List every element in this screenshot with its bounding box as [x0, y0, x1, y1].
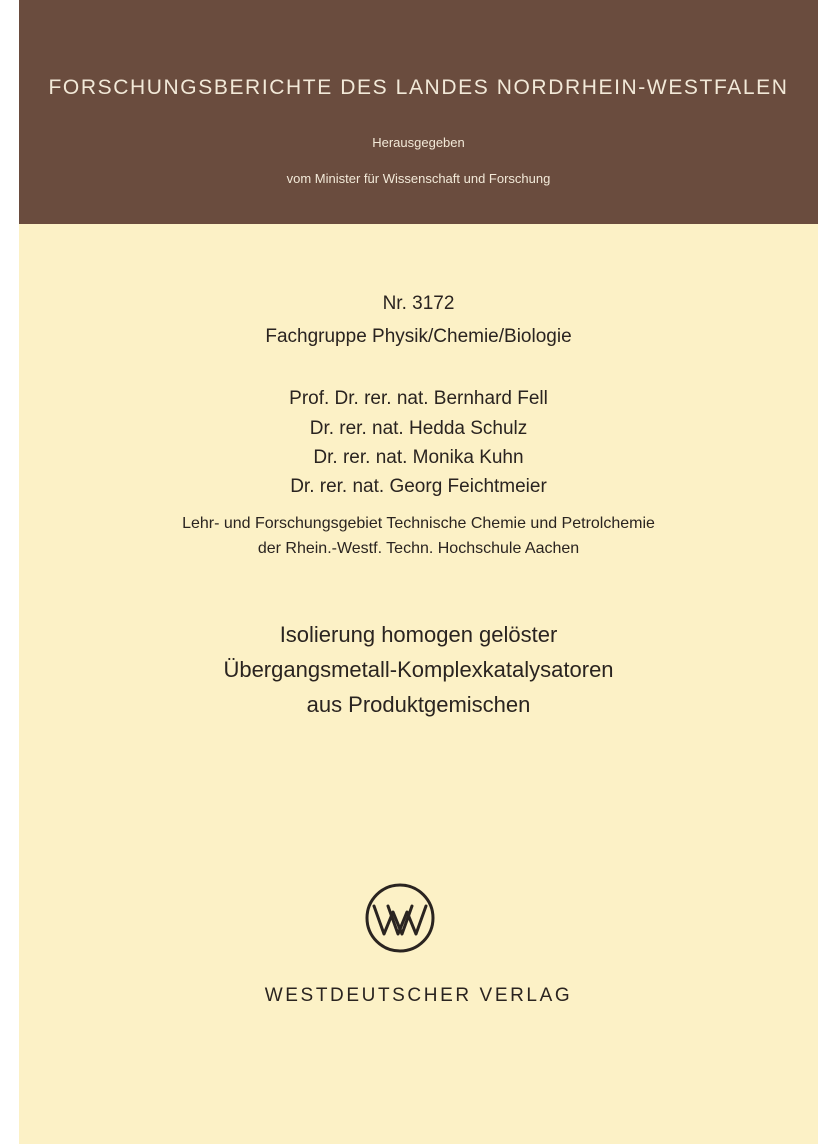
publisher-name: WESTDEUTSCHER VERLAG [264, 985, 573, 1006]
institution-line: Lehr- und Forschungsgebiet Technische Chemie und Petrolchemie [182, 515, 655, 532]
subject-group: Fachgruppe Physik/Chemie/Biologie [265, 326, 572, 347]
author: Dr. rer. nat. Monika Kuhn [313, 447, 524, 468]
author: Dr. rer. nat. Hedda Schulz [309, 418, 528, 439]
book-title-line: aus Produktgemischen [306, 692, 531, 717]
institution-line: der Rhein.-Westf. Techn. Hochschule Aachen [257, 540, 580, 557]
issued-by-line: Herausgegeben [372, 135, 465, 150]
header-band [19, 0, 818, 224]
book-cover [19, 0, 818, 1144]
series-title: FORSCHUNGSBERICHTE DES LANDES NORDRHEIN-WESTFALEN [48, 76, 789, 99]
issuing-ministry-line: vom Minister für Wissenschaft und Forschung [286, 171, 551, 186]
author: Prof. Dr. rer. nat. Bernhard Fell [289, 388, 548, 409]
westdeutscher-verlag-logo-icon [364, 882, 436, 954]
author: Dr. rer. nat. Georg Feichtmeier [290, 476, 547, 497]
book-title-line: Isolierung homogen gelöster [279, 622, 558, 647]
book-title-line: Übergangsmetall-Komplexkatalysatoren [223, 657, 614, 682]
report-number: Nr. 3172 [382, 293, 455, 314]
